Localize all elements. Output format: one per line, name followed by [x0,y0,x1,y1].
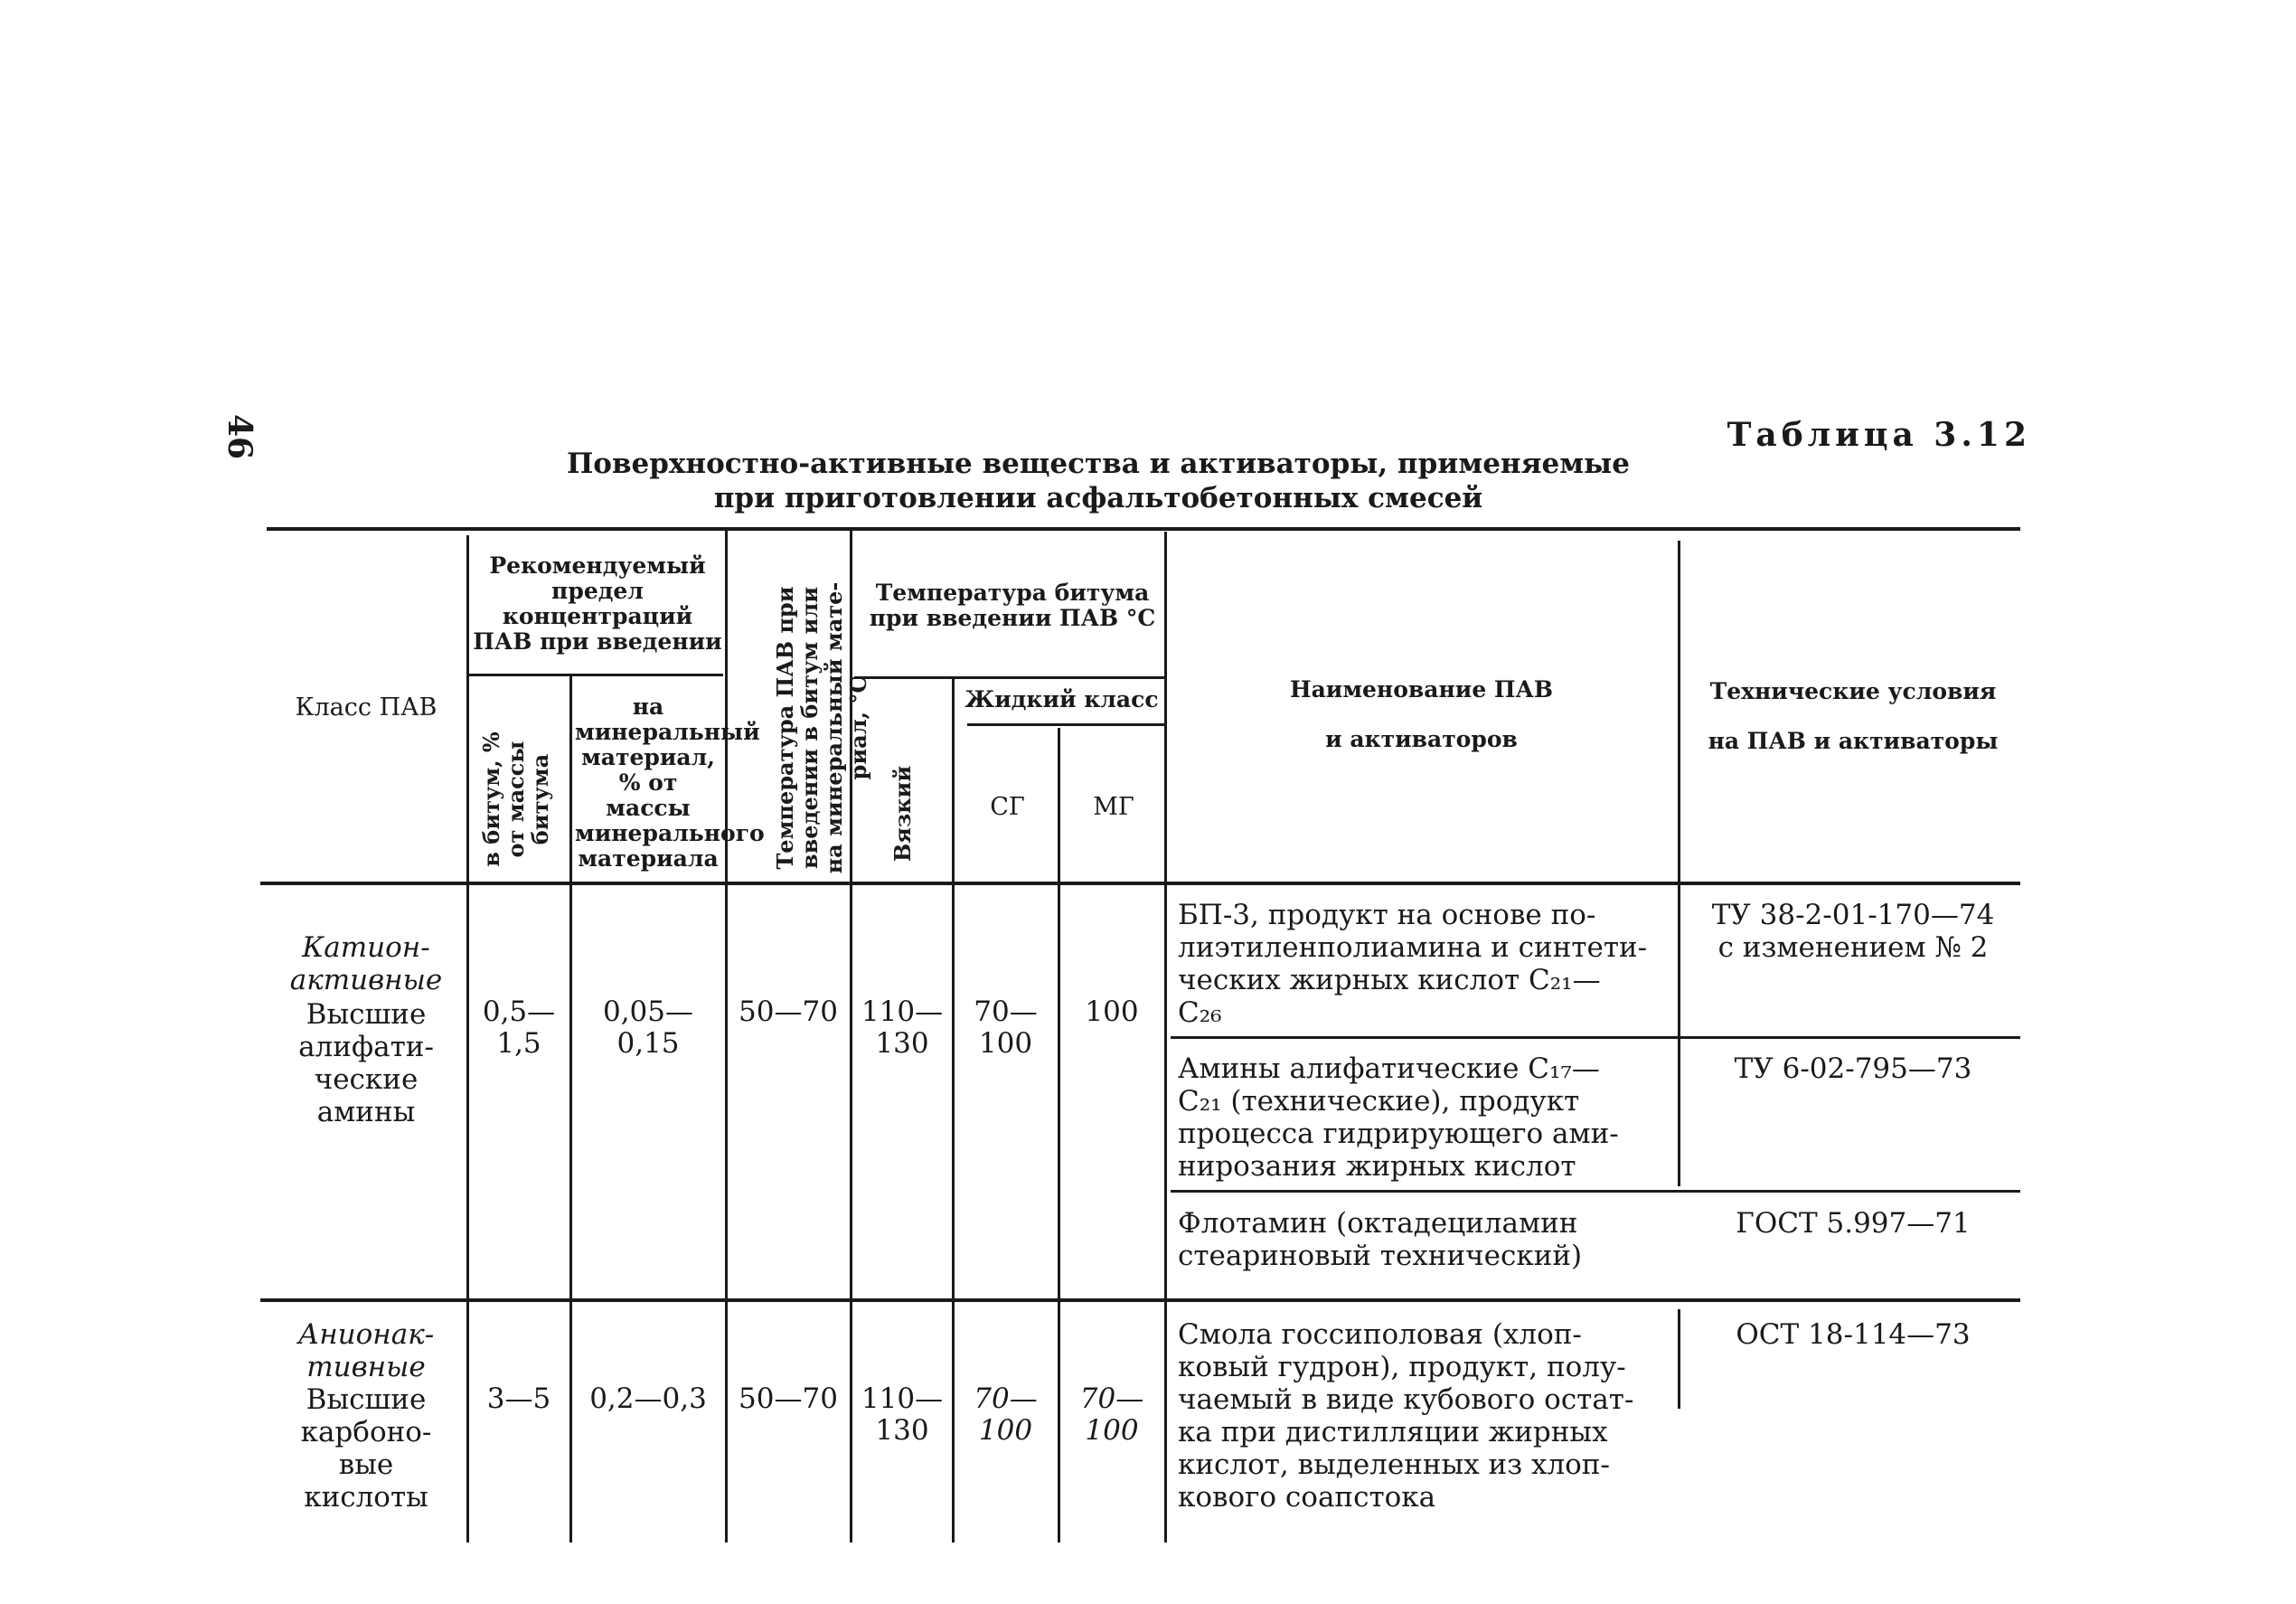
header-class-pav: Класс ПАВ [295,693,438,722]
header-viscous: Вязкий [889,765,916,863]
item-name: Флотамин (октадециламин стеариновый технический) [1178,1207,1583,1272]
col-rule-bitumen-temp [1164,532,1167,1543]
group-conc-bitumen: 0,5— 1,5 [482,995,556,1060]
header-rule-concentration [468,674,723,676]
group-viscous: 110— 130 [861,1382,944,1447]
item-spec: ГОСТ 5.997—71 [1736,1207,1971,1240]
item-spec: ОСТ 18-114—73 [1736,1318,1971,1351]
row-rule-2 [1171,1190,2020,1193]
header-sg: СГ [990,793,1025,821]
table-title: Поверхностно-активные вещества и активаторы, применяемые при приготовлении асфальтобетонных смесей [567,448,1630,514]
col-rule-sg [1058,728,1060,1543]
group-class-italic: Катион- активные [289,931,443,996]
group-separator-rule [260,1298,2020,1302]
header-pav-temperature: Температура ПАВ при введении в битум или на минеральный мате- риал, °С [772,581,871,874]
group-pav-temp: 50—70 [739,1382,838,1415]
group-conc-bitumen: 3—5 [486,1382,551,1415]
group-class-plain: Высшие карбоно- вые кислоты [300,1383,432,1514]
item-name: Амины алифатические С₁₇— С₂₁ (технические), продукт процесса гидрирующего ами- нирозания жирных кислот [1178,1052,1619,1183]
col-rule-conc [725,527,728,1543]
row-rule-1 [1171,1036,2020,1039]
col-rule-name [1678,541,1680,1186]
group-conc-mineral: 0,2—0,3 [589,1382,707,1415]
header-name: Наименование ПАВ и активаторов [1289,676,1554,752]
col-rule-name-2 [1678,1309,1680,1409]
header-bitumen-temperature: Температура битума при введении ПАВ °С [869,580,1156,631]
header-rule-liquid-class [967,723,1166,726]
item-spec: ТУ 38-2-01-170—74 с изменением № 2 [1711,899,1995,964]
group-conc-mineral: 0,05—0,15 [602,995,694,1060]
group-sg: 70— 100 [974,1382,1038,1447]
header-specs: Технические условия на ПАВ и активаторы [1708,678,1999,754]
item-name: БП-3, продукт на основе по- лиэтиленполиамина и синтети- ческих жирных кислот С₂₁— С₂₆ [1178,899,1648,1029]
header-conc-bitumen: в битум, % от массы битума [478,731,553,867]
table-top-rule [267,527,2020,531]
group-viscous: 110— 130 [861,995,944,1060]
page-number: 46 [221,413,259,460]
group-class-plain: Высшие алифати- ческие амины [298,998,434,1128]
group-pav-temp: 50—70 [739,995,838,1028]
group-sg: 70— 100 [974,995,1038,1060]
item-name: Смола госсиполовая (хлоп- ковый гудрон), продукт, полу- чаемый в виде кубового остат- ка при дистилляции жирных кислот, выделенных из хлоп- кового соапстока [1178,1318,1634,1514]
header-concentration: Рекомендуемый предел концентраций ПАВ при введении [473,552,722,655]
header-mg: МГ [1093,793,1134,821]
col-rule-conc-split [569,676,572,1543]
header-liquid-class: Жидкий класс [965,686,1159,712]
item-spec: ТУ 6-02-795—73 [1734,1052,1972,1085]
header-conc-mineral: на минеральный материал, % от массы минерального материала [575,693,765,872]
group-mg: 100 [1085,995,1139,1028]
group-mg: 70— 100 [1079,1382,1144,1447]
table-label: Таблица 3.12 [1727,416,2031,454]
header-rule-bitumen-temp [854,676,1166,679]
group-class-italic: Анионак- тивные [297,1318,435,1383]
header-bottom-rule [260,882,2020,885]
col-rule-class [466,535,469,1543]
col-rule-viscous [952,678,955,1543]
